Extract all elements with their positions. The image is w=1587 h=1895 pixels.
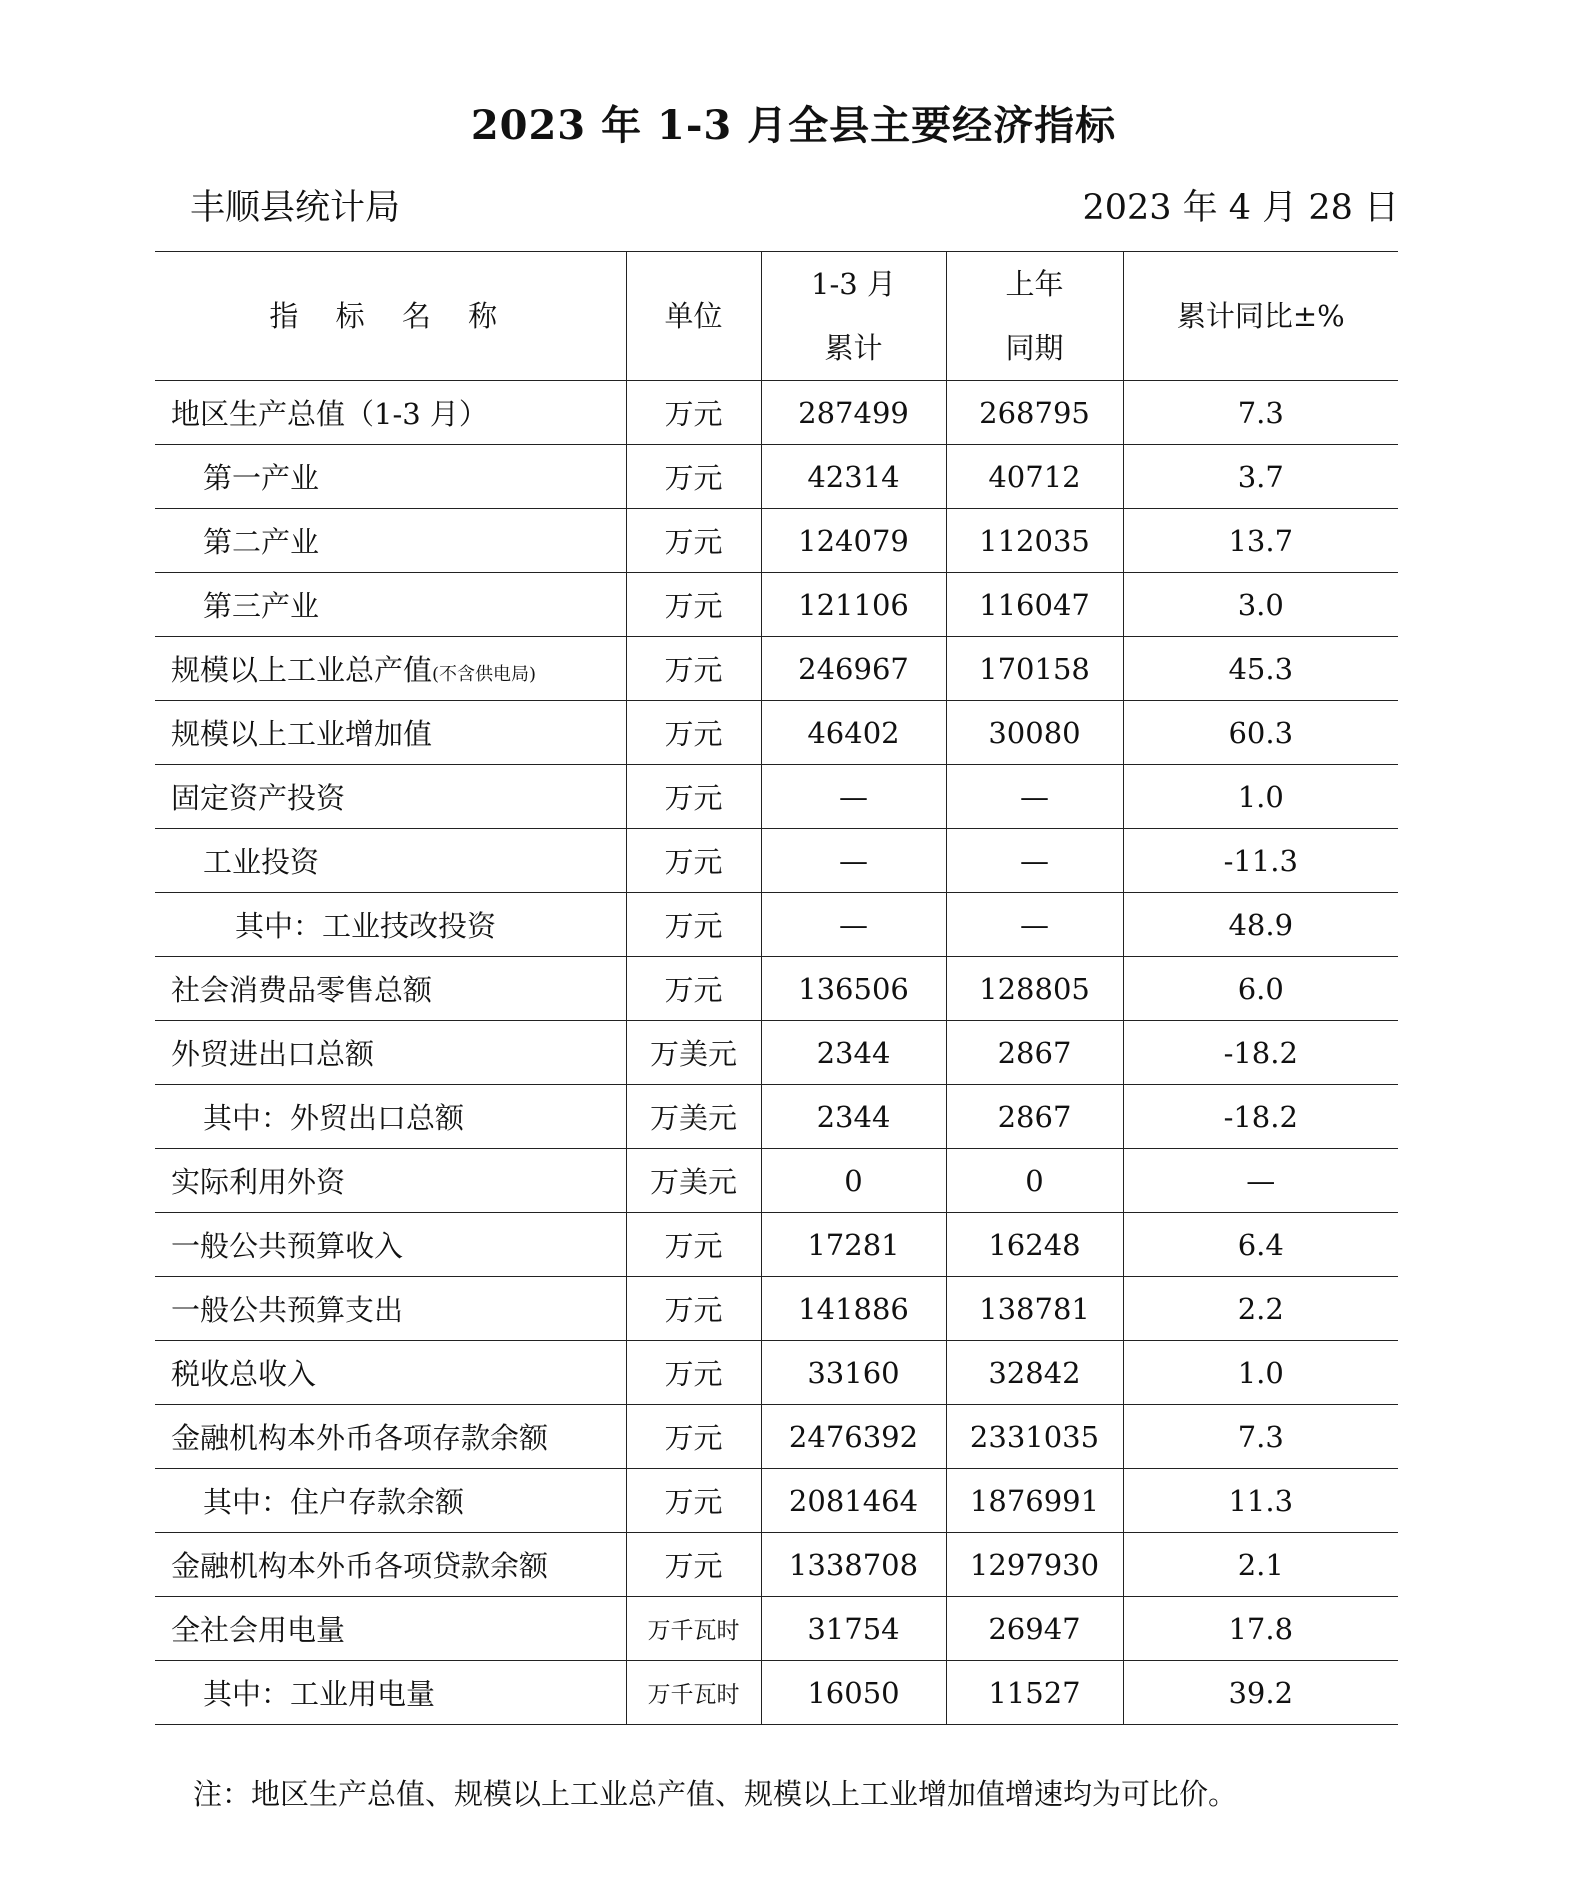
row-previous: 2867 — [946, 1021, 1123, 1085]
row-change: 45.3 — [1123, 637, 1398, 701]
row-change: 48.9 — [1123, 893, 1398, 957]
row-name — [155, 1085, 626, 1149]
row-unit: 万元 — [626, 765, 761, 829]
row-change: 17.8 — [1123, 1597, 1398, 1661]
row-change: -11.3 — [1123, 829, 1398, 893]
row-unit: 万元 — [626, 1405, 761, 1469]
row-current: 2476392 — [761, 1405, 946, 1469]
row-change: -18.2 — [1123, 1085, 1398, 1149]
header-name-text: 指 标 名 称 — [269, 299, 512, 333]
row-previous: 1876991 — [946, 1469, 1123, 1533]
table-row — [155, 1277, 1398, 1341]
footnote: 注：地区生产总值、规模以上工业总产值、规模以上工业增加值增速均为可比价。 — [193, 1777, 1238, 1811]
row-name — [155, 573, 626, 637]
row-unit: 万元 — [626, 957, 761, 1021]
row-name — [155, 1213, 626, 1277]
row-unit: 万千瓦时 — [626, 1661, 761, 1725]
row-change: 1.0 — [1123, 1341, 1398, 1405]
row-name-text: 工业投资 — [203, 845, 320, 879]
row-current: 141886 — [761, 1277, 946, 1341]
row-change: -18.2 — [1123, 1021, 1398, 1085]
row-name-text: 其中：工业用电量 — [203, 1677, 436, 1711]
row-change: 2.1 — [1123, 1533, 1398, 1597]
row-current: 2344 — [761, 1021, 946, 1085]
row-name — [155, 893, 626, 957]
row-name — [155, 1405, 626, 1469]
row-current: 46402 — [761, 701, 946, 765]
row-current: 287499 — [761, 381, 946, 445]
row-name-note: (不含供电局) — [432, 664, 537, 685]
indicator-table — [155, 251, 1398, 1725]
row-change: 39.2 — [1123, 1661, 1398, 1725]
row-name-text: 固定资产投资 — [171, 781, 346, 815]
table-row — [155, 637, 1398, 701]
row-previous: 2331035 — [946, 1405, 1123, 1469]
row-change: 6.4 — [1123, 1213, 1398, 1277]
row-current: 42314 — [761, 445, 946, 509]
row-previous: 138781 — [946, 1277, 1123, 1341]
header-previous-line2: 同期 — [1005, 331, 1064, 365]
row-previous: — — [946, 893, 1123, 957]
row-name — [155, 1277, 626, 1341]
row-previous: 2867 — [946, 1085, 1123, 1149]
row-name-text: 金融机构本外币各项贷款余额 — [171, 1549, 549, 1583]
row-name — [155, 509, 626, 573]
row-unit: 万元 — [626, 1277, 761, 1341]
row-current: — — [761, 829, 946, 893]
row-unit: 万元 — [626, 1469, 761, 1533]
row-unit: 万千瓦时 — [626, 1597, 761, 1661]
row-name-text: 实际利用外资 — [171, 1165, 346, 1199]
row-name-text: 其中：工业技改投资 — [235, 909, 497, 943]
row-unit: 万元 — [626, 1533, 761, 1597]
row-name — [155, 1661, 626, 1725]
table-row — [155, 1341, 1398, 1405]
row-change: — — [1123, 1149, 1398, 1213]
header-previous — [946, 252, 1123, 381]
row-name-text: 规模以上工业总产值 — [171, 653, 433, 687]
table-row — [155, 1469, 1398, 1533]
row-current: 16050 — [761, 1661, 946, 1725]
header-previous-line1: 上年 — [1005, 267, 1064, 301]
row-name — [155, 1469, 626, 1533]
header-name — [155, 252, 626, 381]
row-unit: 万元 — [626, 1341, 761, 1405]
table-row — [155, 1213, 1398, 1277]
row-change: 1.0 — [1123, 765, 1398, 829]
table-row — [155, 1533, 1398, 1597]
row-current: 121106 — [761, 573, 946, 637]
header-current-line1: 1-3 月 — [811, 267, 896, 301]
row-previous: 1297930 — [946, 1533, 1123, 1597]
row-unit: 万元 — [626, 509, 761, 573]
header-current — [761, 252, 946, 381]
row-current: 246967 — [761, 637, 946, 701]
header-change: 累计同比±% — [1123, 252, 1398, 381]
row-change: 11.3 — [1123, 1469, 1398, 1533]
row-unit: 万元 — [626, 573, 761, 637]
table-row — [155, 1085, 1398, 1149]
row-unit: 万元 — [626, 637, 761, 701]
row-previous: 32842 — [946, 1341, 1123, 1405]
row-name — [155, 637, 626, 701]
row-unit: 万元 — [626, 893, 761, 957]
issue-date: 2023 年 4 月 28 日 — [1082, 188, 1399, 228]
row-name — [155, 701, 626, 765]
row-name-text: 税收总收入 — [171, 1357, 317, 1391]
row-name — [155, 1341, 626, 1405]
row-unit: 万元 — [626, 701, 761, 765]
row-current: 136506 — [761, 957, 946, 1021]
row-current: 33160 — [761, 1341, 946, 1405]
table-row — [155, 1405, 1398, 1469]
row-previous: — — [946, 829, 1123, 893]
row-current: 31754 — [761, 1597, 946, 1661]
row-unit: 万元 — [626, 445, 761, 509]
row-current: 1338708 — [761, 1533, 946, 1597]
header-unit: 单位 — [626, 252, 761, 381]
row-previous: 0 — [946, 1149, 1123, 1213]
table-row — [155, 509, 1398, 573]
row-name-text: 外贸进出口总额 — [171, 1037, 375, 1071]
table-row — [155, 765, 1398, 829]
row-name-text: 一般公共预算支出 — [171, 1293, 404, 1327]
row-unit: 万美元 — [626, 1149, 761, 1213]
table-row — [155, 957, 1398, 1021]
table-row — [155, 1597, 1398, 1661]
row-previous: 112035 — [946, 509, 1123, 573]
issuer: 丰顺县统计局 — [190, 188, 401, 228]
row-previous: 26947 — [946, 1597, 1123, 1661]
row-name — [155, 381, 626, 445]
table-row — [155, 445, 1398, 509]
row-change: 3.0 — [1123, 573, 1398, 637]
row-previous: 16248 — [946, 1213, 1123, 1277]
row-name — [155, 1021, 626, 1085]
row-name-text: 金融机构本外币各项存款余额 — [171, 1421, 549, 1455]
header-current-line2: 累计 — [824, 331, 883, 365]
table-row — [155, 381, 1398, 445]
table-header-row — [155, 252, 1398, 381]
row-unit: 万美元 — [626, 1021, 761, 1085]
page-title: 2023 年 1-3 月全县主要经济指标 — [470, 102, 1117, 149]
row-change: 13.7 — [1123, 509, 1398, 573]
row-current: — — [761, 893, 946, 957]
row-name — [155, 765, 626, 829]
row-unit: 万元 — [626, 381, 761, 445]
table-row — [155, 893, 1398, 957]
row-name-text: 其中：外贸出口总额 — [203, 1101, 465, 1135]
row-name — [155, 957, 626, 1021]
row-change: 2.2 — [1123, 1277, 1398, 1341]
row-name-text: 全社会用电量 — [171, 1613, 346, 1647]
row-current: 2344 — [761, 1085, 946, 1149]
row-name — [155, 1149, 626, 1213]
row-name-text: 社会消费品零售总额 — [171, 973, 433, 1007]
row-previous: 128805 — [946, 957, 1123, 1021]
row-previous: 11527 — [946, 1661, 1123, 1725]
row-name-text: 第一产业 — [203, 461, 320, 495]
table-row — [155, 829, 1398, 893]
row-name-text: 其中：住户存款余额 — [203, 1485, 465, 1519]
table-row — [155, 1149, 1398, 1213]
row-name — [155, 1533, 626, 1597]
row-name — [155, 1597, 626, 1661]
row-previous: 116047 — [946, 573, 1123, 637]
row-unit: 万元 — [626, 829, 761, 893]
row-change: 7.3 — [1123, 1405, 1398, 1469]
row-name-text: 规模以上工业增加值 — [171, 717, 433, 751]
table-row — [155, 701, 1398, 765]
row-previous: — — [946, 765, 1123, 829]
row-name-text: 地区生产总值（1-3 月） — [171, 397, 488, 431]
row-change: 6.0 — [1123, 957, 1398, 1021]
row-previous: 40712 — [946, 445, 1123, 509]
row-current: 124079 — [761, 509, 946, 573]
row-change: 3.7 — [1123, 445, 1398, 509]
row-change: 7.3 — [1123, 381, 1398, 445]
row-change: 60.3 — [1123, 701, 1398, 765]
row-name — [155, 829, 626, 893]
row-unit: 万元 — [626, 1213, 761, 1277]
row-current: 2081464 — [761, 1469, 946, 1533]
row-previous: 30080 — [946, 701, 1123, 765]
table-row — [155, 1661, 1398, 1725]
row-name — [155, 445, 626, 509]
row-name-text: 第二产业 — [203, 525, 320, 559]
table-row — [155, 573, 1398, 637]
row-current: — — [761, 765, 946, 829]
row-unit: 万美元 — [626, 1085, 761, 1149]
row-current: 0 — [761, 1149, 946, 1213]
row-name-text: 第三产业 — [203, 589, 320, 623]
row-previous: 268795 — [946, 381, 1123, 445]
row-current: 17281 — [761, 1213, 946, 1277]
table-row — [155, 1021, 1398, 1085]
row-previous: 170158 — [946, 637, 1123, 701]
row-name-text: 一般公共预算收入 — [171, 1229, 404, 1263]
